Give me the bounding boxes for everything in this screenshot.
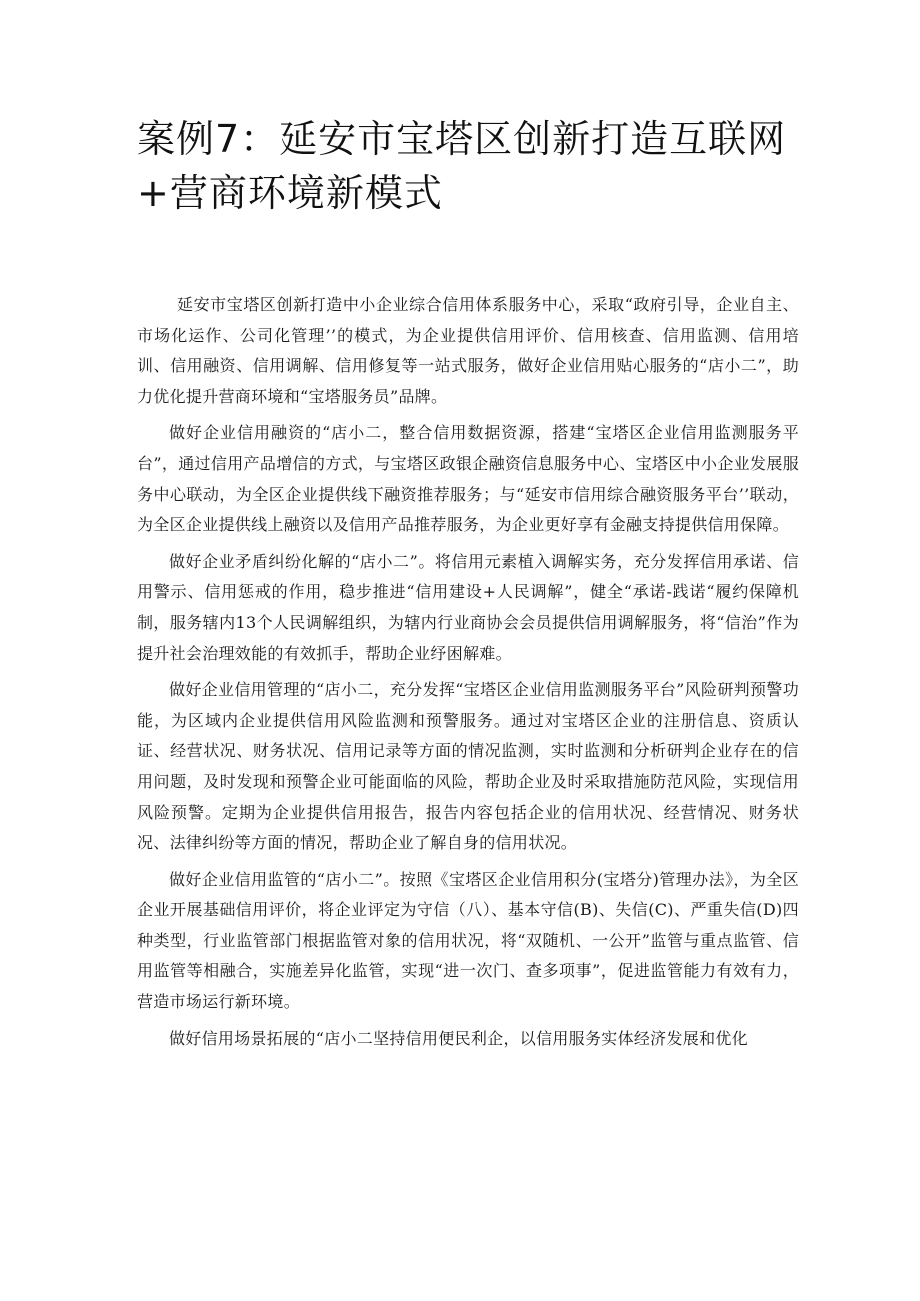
paragraph-dispute-resolution: 做好企业矛盾纠纷化解的“店小二”。将信用元素植入调解实务，充分发挥信用承诺、信用警示、信用惩戒的作用，稳步推进“信用建设+人民调解”，健全“承诺-践诺“履约保障机制，服务辖内13个人民调解组织，为辖内行业商协会会员提供信用调解服务，将“信治”作为提升社会治理效能的有效抓手，帮助企业纾困解难。 — [137, 551, 799, 663]
document-body — [137, 290, 799, 1054]
paragraph-credit-management: 做好企业信用管理的“店小二，充分发挥“宝塔区企业信用监测服务平台”风险研判预警功能，为区域内企业提供信用风险监测和预警服务。通过对宝塔区企业的注册信息、资质认证、经营状况、财务状况、信用记录等方面的情况监测，实时监测和分析研判企业存在的信用问题，及时发现和预警企业可能面临的风险，帮助企业及时采取措施防范风险，实现信用风险预警。定期为企业提供信用报告，报告内容包括企业的信用状况、经营情况、财务状况、法律纠纷等方面的情况，帮助企业了解自身的信用状况。 — [137, 680, 799, 853]
document-page — [137, 112, 799, 1060]
paragraph-intro: 延安市宝塔区创新打造中小企业综合信用体系服务中心，采取“政府引导，企业自主、市场化运作、公司化管理’’的模式，为企业提供信用评价、信用核查、信用监测、信用培训、信用融资、信用调解、信用修复等一站式服务，做好企业信用贴心服务的“店小二”，助力优化提升营商环境和“宝塔服务员”品牌。 — [137, 295, 799, 406]
document-title: 案例7：延安市宝塔区创新打造互联网+营商环境新模式 — [137, 117, 787, 215]
paragraph-credit-financing: 做好企业信用融资的“店小二，整合信用数据资源，搭建“宝塔区企业信用监测服务平台”，通过信用产品增信的方式，与宝塔区政银企融资信息服务中心、宝塔区中小企业发展服务中心联动，为全区企业提供线下融资推荐服务；与“延安市信用综合融资服务平台’’联动，为全区企业提供线上融资以及信用产品推荐服务，为企业更好享有金融支持提供信用保障。 — [137, 423, 799, 535]
paragraph-credit-supervision: 做好企业信用监管的“店小二”。按照《宝塔区企业信用积分(宝塔分)管理办法》，为全区企业开展基础信用评价，将企业评定为守信（八）、基本守信(B)、失信(C)、严重失信(D)四种类型，行业监管部门根据监管对象的信用状况，将“双随机、一公开”监管与重点监管、信用监管等相融合，实施差异化监管，实现“进一次门、查多项事”，促进监管能力有效有力，营造市场运行新环境。 — [137, 869, 799, 1012]
paragraph-credit-scenarios: 做好信用场景拓展的“店小二坚持信用便民利企，以信用服务实体经济发展和优化 — [169, 1028, 748, 1048]
